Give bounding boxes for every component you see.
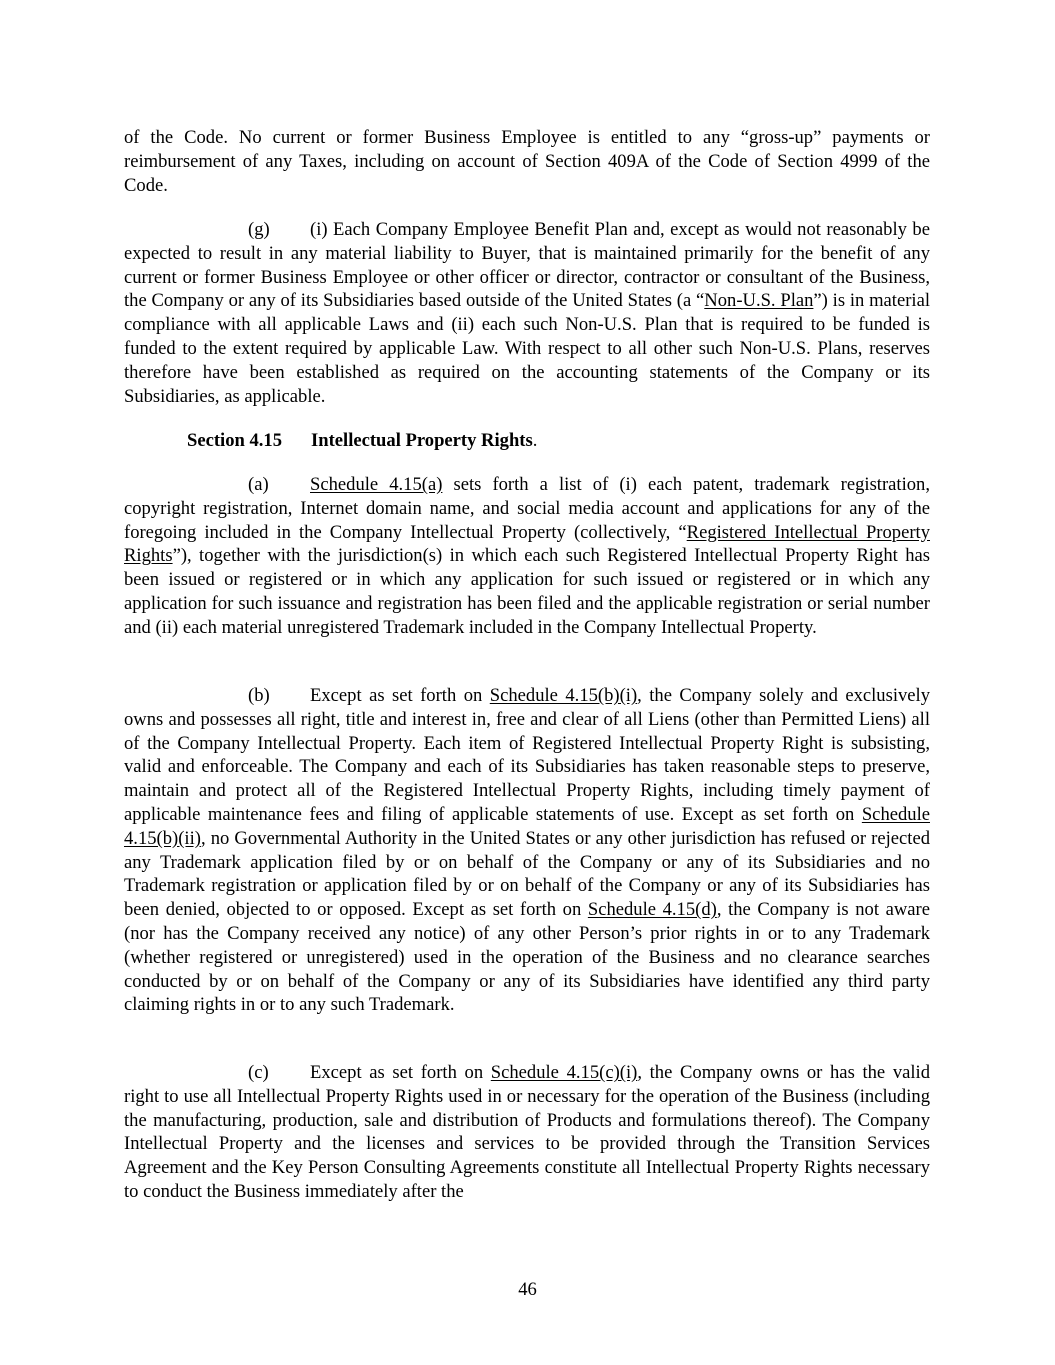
paragraph-b-text-4: , the Company is not aware (nor has the Company received any notice) of any other Person’s prior rights in or to any Trademark (whether registered or unregistered) used in the operation of the Business and no clearance searches conducted by or on behalf of the Company or any of its Subsidiaries have identified any third party claiming rights in or to any such Trademark. — [124, 899, 930, 1016]
paragraph-b-text-3: , no Governmental Authority in the United States or any other jurisdiction has refused or rejected any Trademark application filed by or on behalf of the Company or any of its Subsidiaries and no Trademark registration or application filed by or on behalf of the Company or any of its Subsidiaries has been denied, objected to or opposed. Except as set forth on — [124, 827, 930, 921]
section-heading — [187, 429, 537, 453]
paragraph-a — [124, 473, 930, 640]
paragraph-f-text: of the Code. No current or former Business Employee is entitled to any “gross-up” payments or reimbursement of any Taxes, including on account of Section 409A of the Code of Section 4999 of the Code. — [124, 127, 930, 196]
paragraph-b-label: (b) — [248, 685, 270, 706]
schedule-reference-4-15-d: Schedule 4.15(d) — [587, 899, 717, 921]
section-title: Intellectual Property Rights — [311, 430, 533, 451]
schedule-reference-4-15-c-i: Schedule 4.15(c)(i) — [490, 1062, 638, 1083]
paragraph-g-label: (g) — [248, 219, 270, 240]
paragraph-b-text-2: , the Company solely and exclusively owns and possesses all right, title and interest in, free and clear of all Liens (other than Permitted Liens) all of the Company Intellectual Property. Each item of Registered Intellectual Property Right is subsisting, valid and enforceable. The Company and each of its Subsidiaries has taken reasonable steps to preserve, maintain and protect all of the Registered Intellectual Property Rights, including timely payment of applicable maintenance fees and filing of applicable statements of use. Except as set forth on — [124, 685, 930, 825]
defined-term-non-us-plan: Non-U.S. Plan — [704, 290, 814, 312]
paragraph-g-text-1: (i) Each Company Employee Benefit Plan and, except as would not reasonably be expected to result in any material liability to Buyer, that is maintained primarily for the benefit of any current or former Business Employee or other officer or director, contractor or consultant of the Business, the Company or any of its Subsidiaries based outside of the United States (a “ — [124, 219, 930, 312]
paragraph-c-text-2: , the Company owns or has the valid right to use all Intellectual Property Rights used in or necessary for the operation of the Business (including the manufacturing, production, sale and distribution of Products and formulations thereof). The Company Intellectual Property and the licenses and services to be provided through the Transition Services Agreement and the Key Person Consulting Agreements constitute all Intellectual Property Rights necessary to conduct the Business immediately after the — [124, 1062, 931, 1202]
defined-term-registered-ip-rights: Registered Intellectual Property Rights — [124, 521, 930, 567]
page-number: 46 — [518, 1279, 537, 1300]
paragraph-a-text-2: ”), together with the jurisdiction(s) in which each such Registered Intellectual Property Right has been issued or registered or in which any application for such issued or registered or in which any application for such issuance and registration has been filed and the applicable registration or serial number and (ii) each material unregistered Trademark included in the Company Intellectual Property. — [124, 545, 930, 638]
paragraph-b — [124, 684, 930, 1017]
schedule-reference-4-15-b-ii: Schedule 4.15(b)(ii) — [124, 803, 930, 849]
paragraph-c-text-1: Except as set forth on — [310, 1062, 491, 1083]
paragraph-c — [124, 1061, 930, 1204]
section-number: Section 4.15 — [187, 430, 283, 451]
section-title-period: . — [532, 430, 538, 451]
paragraph-c-label: (c) — [248, 1062, 269, 1083]
paragraph-a-text-1: sets forth a list of (i) each patent, trademark registration, copyright registration, Internet domain name, and social media account and applications for any of the foregoing included in the Company Intellectual Property (collectively, “ — [124, 474, 930, 543]
paragraph-b-text-1: Except as set forth on — [310, 685, 490, 706]
paragraph-g-text-2: ”) is in material compliance with all applicable Laws and (ii) each such Non-U.S. Plan that is required to be funded is funded to the extent required by applicable Law. With respect to all other such Non-U.S. Plans, reserves therefore have been established as required on the accounting statements of the Company or its Subsidiaries, as applicable. — [124, 290, 931, 407]
paragraph-a-label: (a) — [248, 474, 269, 495]
schedule-reference-4-15-a: Schedule 4.15(a) — [310, 474, 443, 495]
paragraph-g — [124, 218, 930, 408]
paragraph-f-continuation — [124, 126, 930, 197]
schedule-reference-4-15-b-i: Schedule 4.15(b)(i) — [489, 685, 638, 706]
